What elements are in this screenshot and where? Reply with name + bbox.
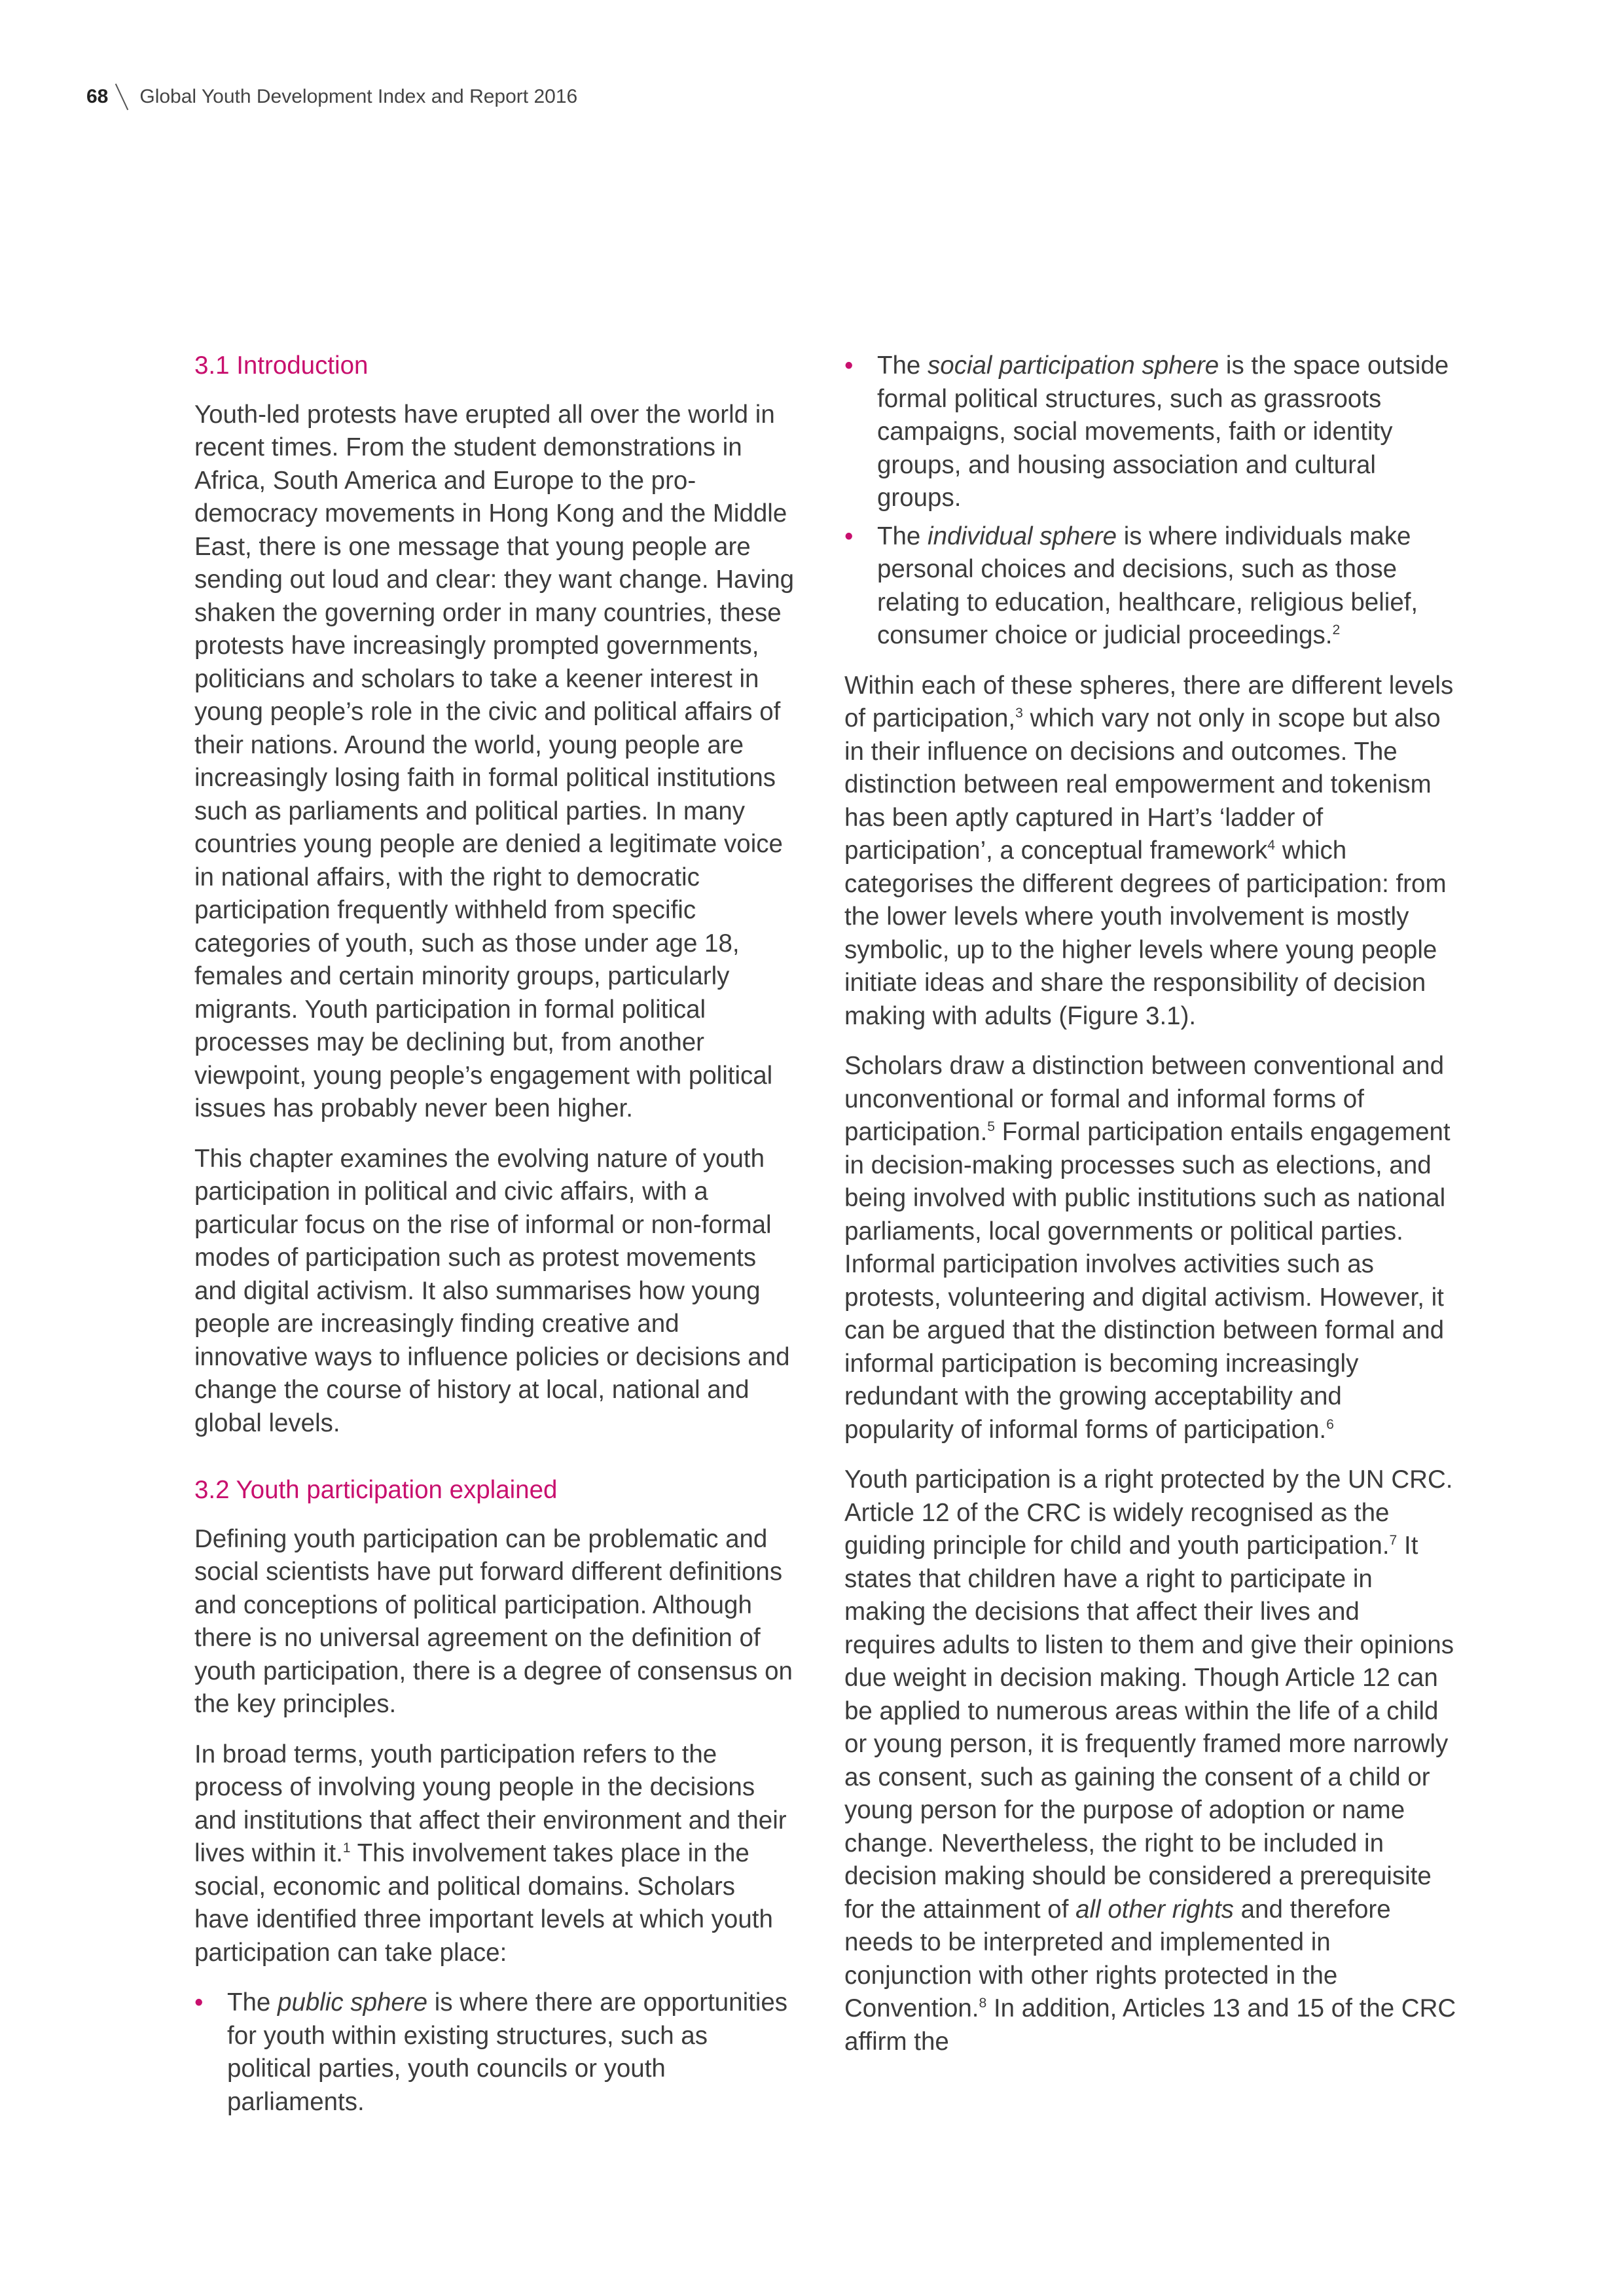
running-header: [86, 82, 577, 111]
paragraph: Youth participation is a right protected by the UN CRC. Article 12 of the CRC is widely recognised as the guiding principle for child and youth participation.$^7$ It states that children have a right to participate in making the decisions that affect their lives and requires adults to listen to them and give their opinions due weight in decision making. Though Article 12 can be applied to numerous areas within the life of a child or young person, it is frequently framed more narrowly as consent, such as gaining the consent of a child or young person for the purpose of adoption or name change. Nevertheless, the right to be included in decision making should be considered a prerequisite for the attainment of all other rights and therefore needs to be interpreted and implemented in conjunction with other rights protected in the Convention.$^8$ In addition, Articles 13 and 15 of the CRC affirm the: [844, 1465, 1456, 2056]
footnote-ref: 2: [1332, 622, 1341, 638]
paragraph: This chapter examines the evolving nature of youth participation in political and civic affairs, with a particular focus on the rise of informal or non-formal modes of participation such as protest movements and digital activism. It also summarises how young people are increasingly finding creative and innovative ways to influence policies or decisions and change the course of history at local, national and global levels.: [194, 1144, 790, 1437]
footnote-ref: 7: [1389, 1533, 1398, 1549]
left-column: [194, 350, 797, 2136]
list-item: • The social participation sphere is the space outside formal political structures, such as grassroots campaigns, social movements, faith or identity groups, and housing association and cultural groups.: [844, 350, 1456, 515]
bullet-list: [194, 1986, 797, 2119]
bullet-icon: •: [194, 1988, 204, 2017]
bullet-icon: •: [844, 351, 854, 380]
list-item: • The public sphere is where there are opportunities for youth within existing structures, such as political parties, youth councils or youth parliaments.: [194, 1986, 797, 2119]
paragraph: Scholars draw a distinction between conventional and unconventional or formal and informal forms of participation.$^5$ Formal participation entails engagement in decision-making processes such as elections, and being involved with public institutions such as national parliaments, local governments or political parties. Informal participation involves activities such as protests, volunteering and digital activism. However, it can be argued that the distinction between formal and informal participation is becoming increasingly redundant with the growing acceptability and popularity of informal forms of participation.$^6$: [844, 1052, 1451, 1444]
footnote-ref: 8: [979, 1996, 987, 2011]
paragraph: In broad terms, youth participation refers to the process of involving young people in the decisions and institutions that affect their environment and their lives within it.$^1$ This involvement takes place in the social, economic and political domains. Scholars have identified three important levels at which youth participation can take place:: [194, 1740, 787, 1967]
paragraph: Within each of these spheres, there are different levels of participation,$^3$ which vary not only in scope but also in their influence on decisions and outcomes. The distinction between real empowerment and tokenism has been aptly captured in Hart’s ‘ladder of participation’, a conceptual framework$^4$ which categorises the different degrees of participation: from the lower levels where youth involvement is mostly symbolic, up to the higher levels where young people initiate ideas and share the responsibility of decision making with adults (Figure 3.1).: [844, 671, 1454, 1030]
bullet-icon: •: [844, 522, 854, 550]
footnote-ref: 6: [1326, 1416, 1334, 1432]
bullet-list: [844, 350, 1456, 653]
paragraph: Youth-led protests have erupted all over the world in recent times. From the student demonstrations in Africa, South America and Europe to the pro-democracy movements in Hong Kong and the Middle East, there is one message that young people are sending out loud and clear: they want change. Having shaken the governing order in many countries, these protests have increasingly prompted governments, politicians and scholars to take a keener interest in young people’s role in the civic and political affairs of their nations. Around the world, young people are increasingly losing faith in formal political institutions such as parliaments and political parties. In many countries young people are denied a legitimate voice in national affairs, with the right to democratic participation frequently withheld from specific categories of youth, such as those under age 18, females and certain minority groups, particularly migrants. Youth participation in formal political processes may be declining but, from another viewpoint, young people’s engagement with political issues has probably never been higher.: [194, 400, 795, 1122]
page-number: 68: [86, 86, 109, 107]
footnote-ref: 1: [342, 1840, 351, 1856]
running-title: Global Youth Development Index and Report 2016: [139, 86, 578, 107]
list-item: • The individual sphere is where individuals make personal choices and decisions, such as those relating to education, healthcare, religious belief, consumer choice or judicial proceedings.$^2$: [844, 520, 1456, 653]
footnote-ref: 5: [987, 1119, 996, 1135]
section-heading-youth-participation: 3.2 Youth participation explained: [194, 1476, 558, 1504]
footnote-ref: 3: [1015, 706, 1023, 721]
paragraph: Defining youth participation can be problematic and social scientists have put forward different definitions and conceptions of political participation. Although there is no universal agreement on the definition of youth participation, there is a degree of consensus on the key principles.: [194, 1524, 793, 1718]
footnote-ref: 4: [1267, 838, 1276, 853]
section-heading-introduction: 3.1 Introduction: [194, 351, 369, 380]
right-column: [844, 350, 1456, 2075]
header-divider: [115, 84, 128, 111]
